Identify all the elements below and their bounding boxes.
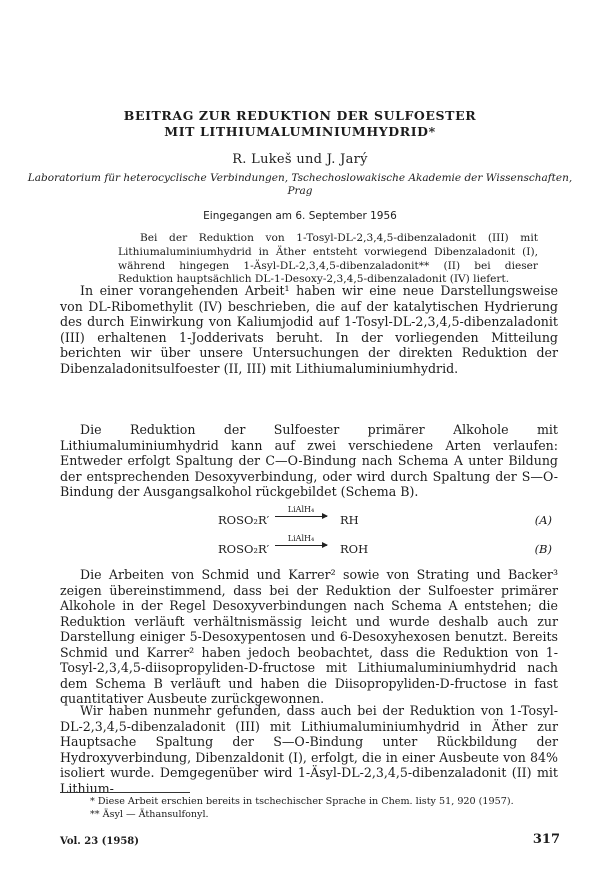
body-paragraph-1 [60,283,558,376]
volume-label: Vol. 23 (1958) [60,836,139,847]
arrow-icon [275,516,327,517]
page-footer [60,832,560,850]
paragraph-text: Die Arbeiten von Schmid und Karrer² sowie von Strating und Backer³ zeigen übereinstimmend, dass bei der Reduktion der Sulfoester primärer Alkohole in der Regel Desoxyverbindungen nach Schema A entstehen; die Reduktion verläuft verhältnismässig leicht und wurde deshalb auch zur Darstellung einiger 5-Desoxypentosen und 6-Desoxyhexosen benutzt. Bereits Schmid und Karrer² haben jedoch beobachtet, dass die Reduktion von 1-Tosyl-2,3,4,5-diisopropyliden-D-fructose mit Lithiumaluminiumhydrid nach dem Schema B verläuft und haben die Diisopropyliden-D-fructose in fast quantitativer Ausbeute zurückgewonnen. [60,567,558,706]
abstract-text: Bei der Reduktion von 1-Tosyl-DL-2,3,4,5-dibenzaladonit (III) mit Lithiumaluminiumhydrid in Äther entsteht vorwiegend Dibenzaladonit (I), während hingegen 1-Äsyl-DL-2,3,4,5-dibenzaladonit** (II) bei dieser Reduktion hauptsächlich DL-1-Desoxy-2,3,4,5-dibenzaladonit (IV) liefert. [118,232,538,286]
paragraph-text: Die Reduktion der Sulfoester primärer Alkohole mit Lithiumaluminiumhydrid kann auf zwei verschiedene Arten verlaufen: Entweder erfolgt Spaltung der C—O-Bindung nach Schema A unter Bildung der entsprechenden Desoxyverbindung, oder wird durch Spaltung der S—O-Bindung der Ausgangsalkohol rückgebildet (Schema B). [60,422,558,499]
scheme-tag: (B) [534,542,552,556]
abstract [118,232,538,287]
reactant: ROSO₂R′ [218,542,270,556]
reaction-scheme-b [60,534,558,558]
reagent-label: LiAlH₄ [287,534,315,543]
arrow-icon [275,545,327,546]
body-paragraph-2 [60,422,558,500]
reaction-arrow [275,534,327,546]
page-number: 317 [532,832,560,847]
reagent-label: LiAlH₄ [287,505,315,514]
body-paragraph-3 [60,567,558,707]
received-date: Eingegangen am 6. September 1956 [203,210,397,222]
footnote-divider [60,792,190,793]
article-title-line-1: BEITRAG ZUR REDUKTION DER SULFOESTER [123,108,477,123]
body-paragraph-4 [60,703,558,796]
paragraph-text: Wir haben nunmehr gefunden, dass auch bei der Reduktion von 1-Tosyl-DL-2,3,4,5-dibenzaladonit (III) mit Lithiumaluminiumhydrid in Äther zur Hauptsache Spaltung der S—O-Bindung unter Rückbildung der Hydroxyverbindung, Dibenzaldonit (I), erfolgt, die in einer Ausbeute von 84% isoliert wurde. Demgegenüber wird 1-Äsyl-DL-2,3,4,5-dibenzaladonit (II) mit Lithium- [60,703,558,796]
footnote-1: * Diese Arbeit erschien bereits in tschechischer Sprache in Chem. listy 51, 920 (1957). [90,796,514,807]
paragraph-text: In einer vorangehenden Arbeit¹ haben wir eine neue Darstellungsweise von DL-Ribomethylit (IV) beschrieben, die auf der katalytischen Hydrierung des durch Einwirkung von Kaliumjodid auf 1-Tosyl-DL-2,3,4,5-dibenzaladonit (III) erhaltenen 1-Jodderivats beruht. In der vorliegenden Mitteilung berichten wir über unsere Untersuchungen der direkten Reduktion der Dibenzaladonitsulfoester (II, III) mit Lithiumaluminiumhydrid. [60,283,558,376]
product: RH [340,513,359,527]
author-affiliation: Laboratorium für heterocyclische Verbindungen, Tschechoslowakische Akademie der Wissenschaften, Prag [27,172,573,197]
reactant: ROSO₂R′ [218,513,270,527]
reaction-arrow [275,505,327,517]
article-title-line-2: MIT LITHIUMALUMINIUMHYDRID* [164,124,436,139]
author-names: R. Lukeš und J. Jarý [232,152,368,167]
scheme-tag: (A) [534,513,552,527]
footnote-2: ** Äsyl — Äthansulfonyl. [90,808,209,820]
product: ROH [340,542,369,556]
reaction-scheme-a [60,505,558,529]
footnotes [90,796,560,821]
